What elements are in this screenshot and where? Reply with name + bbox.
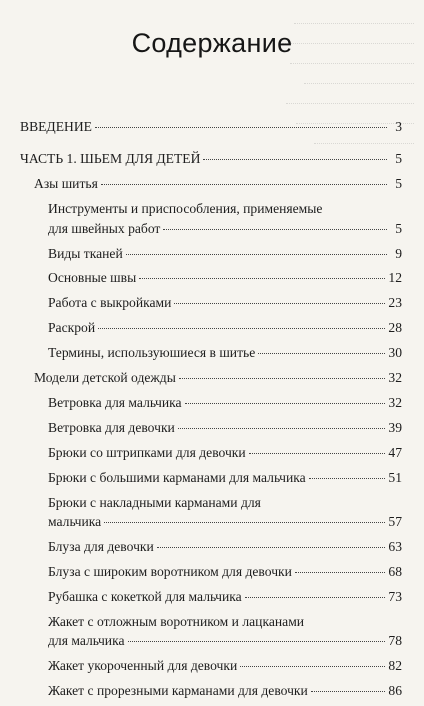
- toc-entry-title: ЧАСТЬ 1. ШЬЕМ ДЛЯ ДЕТЕЙ: [20, 151, 201, 167]
- page-number: 39: [388, 419, 402, 435]
- dot-leader: [101, 184, 387, 185]
- toc-entry[interactable]: [20, 244, 402, 263]
- dot-leader: [128, 641, 386, 642]
- page-number: 23: [388, 295, 402, 311]
- toc-entry-title: Термины, используюшиеся в шитье: [48, 345, 256, 361]
- toc-entry-title: Работа с выкройками: [48, 295, 172, 311]
- page-number: 57: [388, 514, 402, 529]
- page-number: 63: [388, 538, 402, 554]
- toc-entry[interactable]: [20, 318, 402, 337]
- page-number: 5: [395, 176, 402, 192]
- page-number: 73: [388, 588, 402, 604]
- dot-leader: [98, 328, 385, 329]
- toc-entry[interactable]: [20, 587, 402, 606]
- dot-leader: [178, 428, 386, 429]
- toc-entry-title-continued: для швейных работ: [48, 220, 161, 236]
- dot-leader: [258, 353, 385, 354]
- dot-leader: [104, 522, 385, 523]
- dot-leader: [163, 229, 387, 230]
- toc-entry[interactable]: [20, 443, 402, 462]
- toc-entry-title: Жакет с отложным воротником и лацканами: [48, 613, 305, 629]
- table-of-contents: [20, 117, 402, 706]
- toc-entry-title: Рубашка с кокеткой для мальчика: [48, 588, 242, 604]
- page-number: 5: [395, 220, 402, 236]
- toc-entry[interactable]: [20, 681, 402, 700]
- toc-entry-title: Виды тканей: [48, 245, 123, 261]
- dot-leader: [157, 547, 386, 548]
- page-number: 28: [388, 320, 402, 336]
- toc-entry[interactable]: [20, 562, 402, 581]
- dot-leader: [309, 478, 386, 479]
- toc-entry[interactable]: [20, 368, 402, 387]
- toc-entry[interactable]: [20, 293, 402, 312]
- toc-entry[interactable]: [20, 493, 402, 532]
- toc-entry-title: Ветровка для девочки: [48, 419, 175, 435]
- toc-entry-title: Брюки с большими карманами для мальчика: [48, 469, 306, 485]
- page-number: 47: [388, 444, 402, 460]
- toc-entry-title: Брюки с накладными карманами для: [48, 494, 261, 510]
- toc-entry[interactable]: [20, 149, 402, 168]
- page-number: 78: [388, 633, 402, 649]
- page-number: 9: [395, 245, 402, 261]
- dot-leader: [174, 303, 385, 304]
- toc-entry[interactable]: [20, 117, 402, 136]
- toc-entry-title-continued: мальчика: [48, 514, 102, 529]
- toc-entry-title: Основные швы: [48, 270, 137, 286]
- toc-entry[interactable]: [20, 393, 402, 412]
- toc-entry-title: Жакет укороченный для девочки: [48, 657, 238, 673]
- toc-entry-title: Жакет с прорезными карманами для девочки: [48, 682, 308, 698]
- toc-entry[interactable]: [20, 268, 402, 287]
- dot-leader: [126, 254, 387, 255]
- dot-leader: [240, 666, 385, 667]
- toc-entry[interactable]: [20, 174, 402, 193]
- toc-entry-title-continued: для мальчика: [48, 633, 125, 649]
- toc-entry-title: Блуза с широким воротником для девочки: [48, 563, 292, 579]
- toc-entry[interactable]: [20, 656, 402, 675]
- toc-entry-title: Инструменты и приспособления, применяемые: [48, 201, 323, 217]
- page-number: 86: [388, 682, 402, 698]
- dot-leader: [95, 127, 387, 128]
- dot-leader: [139, 278, 385, 279]
- page-number: 3: [395, 119, 402, 134]
- toc-entry-title: Ветровка для мальчика: [48, 394, 182, 410]
- toc-entry[interactable]: [20, 468, 402, 487]
- dot-leader: [249, 453, 386, 454]
- page-number: 82: [388, 657, 402, 673]
- toc-entry-title: Брюки со штрипками для девочки: [48, 444, 246, 460]
- toc-entry-title: Модели детской одежды: [34, 370, 176, 386]
- dot-leader: [185, 403, 386, 404]
- toc-entry[interactable]: [20, 418, 402, 437]
- toc-entry-title: ВВЕДЕНИЕ: [20, 119, 92, 134]
- dot-leader: [311, 691, 386, 692]
- dot-leader: [203, 159, 387, 160]
- toc-entry[interactable]: [20, 537, 402, 556]
- toc-entry[interactable]: [20, 199, 402, 238]
- page-number: 32: [388, 394, 402, 410]
- toc-entry-title: Азы шитья: [34, 176, 98, 192]
- dot-leader: [295, 572, 385, 573]
- page-number: 30: [388, 345, 402, 361]
- page-number: 32: [388, 370, 402, 386]
- toc-entry[interactable]: [20, 612, 402, 651]
- page-number: 5: [395, 151, 402, 167]
- toc-entry-title: Раскрой: [48, 320, 96, 336]
- dot-leader: [179, 378, 386, 379]
- page-number: 68: [388, 563, 402, 579]
- toc-entry-title: Блуза для девочки: [48, 538, 154, 554]
- dot-leader: [245, 597, 386, 598]
- toc-entry[interactable]: [20, 343, 402, 362]
- page-number: 51: [388, 469, 402, 485]
- page-title: Содержание: [131, 28, 293, 58]
- page-number: 12: [388, 270, 402, 286]
